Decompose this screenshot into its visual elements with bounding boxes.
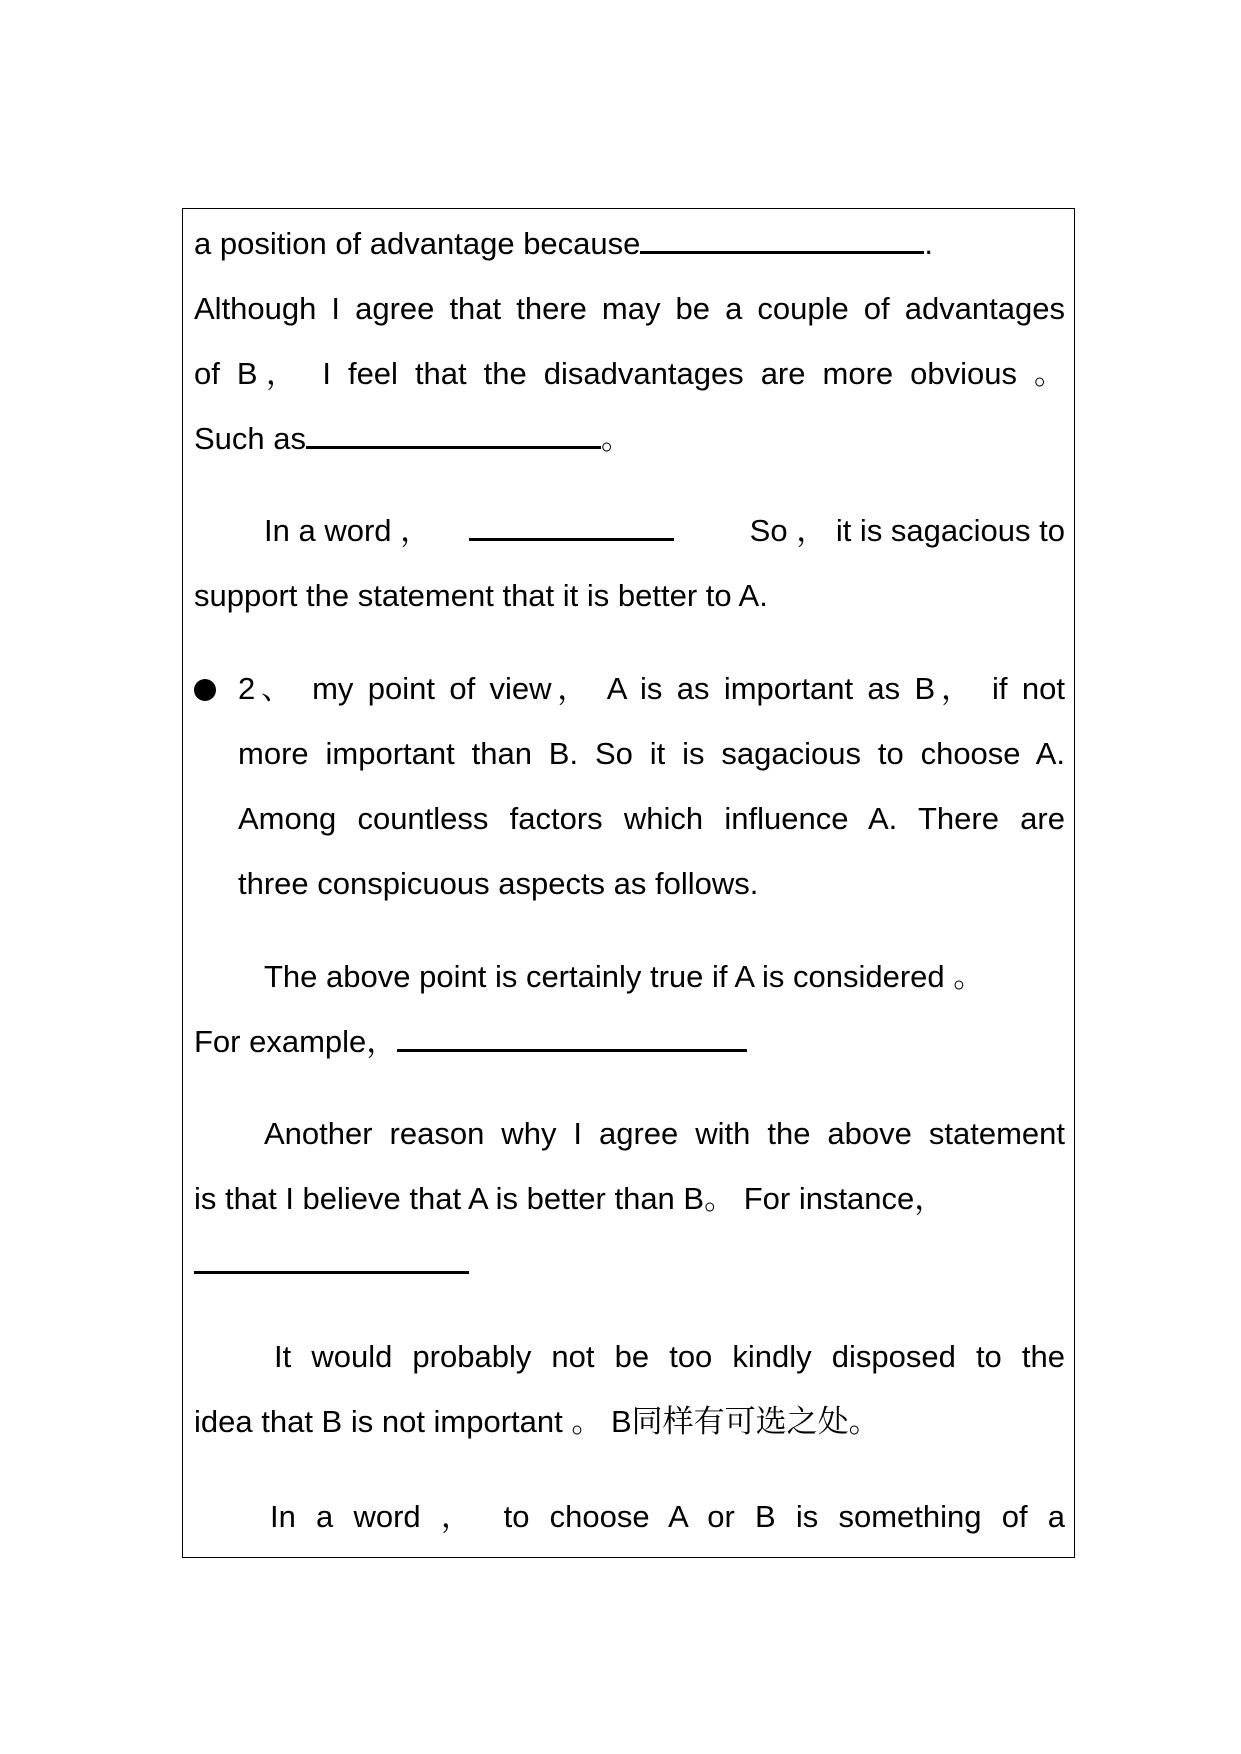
text-line: support the statement that it is better to A. — [194, 578, 768, 613]
text-line: For example， — [194, 1022, 1065, 1062]
text-line: Another reason why I agree with the above statement — [264, 1116, 1065, 1151]
text-line: of B， I feel that the disadvantages are more obvious 。 — [194, 356, 1065, 391]
text-line: Such as 。 — [194, 421, 633, 456]
fill-in-blank[interactable] — [306, 422, 601, 449]
text-box — [182, 208, 1075, 1558]
text-line: Among countless factors which influence A. There are — [238, 801, 1065, 836]
text-line: Although I agree that there may be a couple of advantages — [194, 291, 1065, 326]
text-line: 2、 my point of view， A is as important as B， if not — [238, 671, 1065, 706]
fill-in-blank[interactable] — [640, 227, 924, 254]
text-line — [194, 1244, 1065, 1284]
text-line: more important than B. So it is sagacious to choose A. — [238, 736, 1065, 771]
text-line: It would probably not be too kindly disposed to the — [274, 1339, 1065, 1374]
text-line: The above point is certainly true if A is considered 。 — [264, 959, 985, 994]
fill-in-blank[interactable] — [397, 1025, 747, 1052]
text-line: is that I believe that A is better than B。 For instance， — [194, 1181, 946, 1216]
fill-in-blank[interactable] — [194, 1247, 469, 1274]
text-line: idea that B is not important 。 B同样有可选之处。 — [194, 1404, 880, 1440]
text-line: In a word ， to choose A or B is something of a — [270, 1499, 1065, 1534]
fill-in-blank[interactable] — [469, 514, 674, 541]
bullet-icon — [194, 679, 216, 701]
text-line: In a word ， So ， it is sagacious to — [264, 513, 1065, 548]
text-line: a position of advantage because . — [194, 226, 934, 261]
text-line: three conspicuous aspects as follows. — [238, 866, 759, 901]
